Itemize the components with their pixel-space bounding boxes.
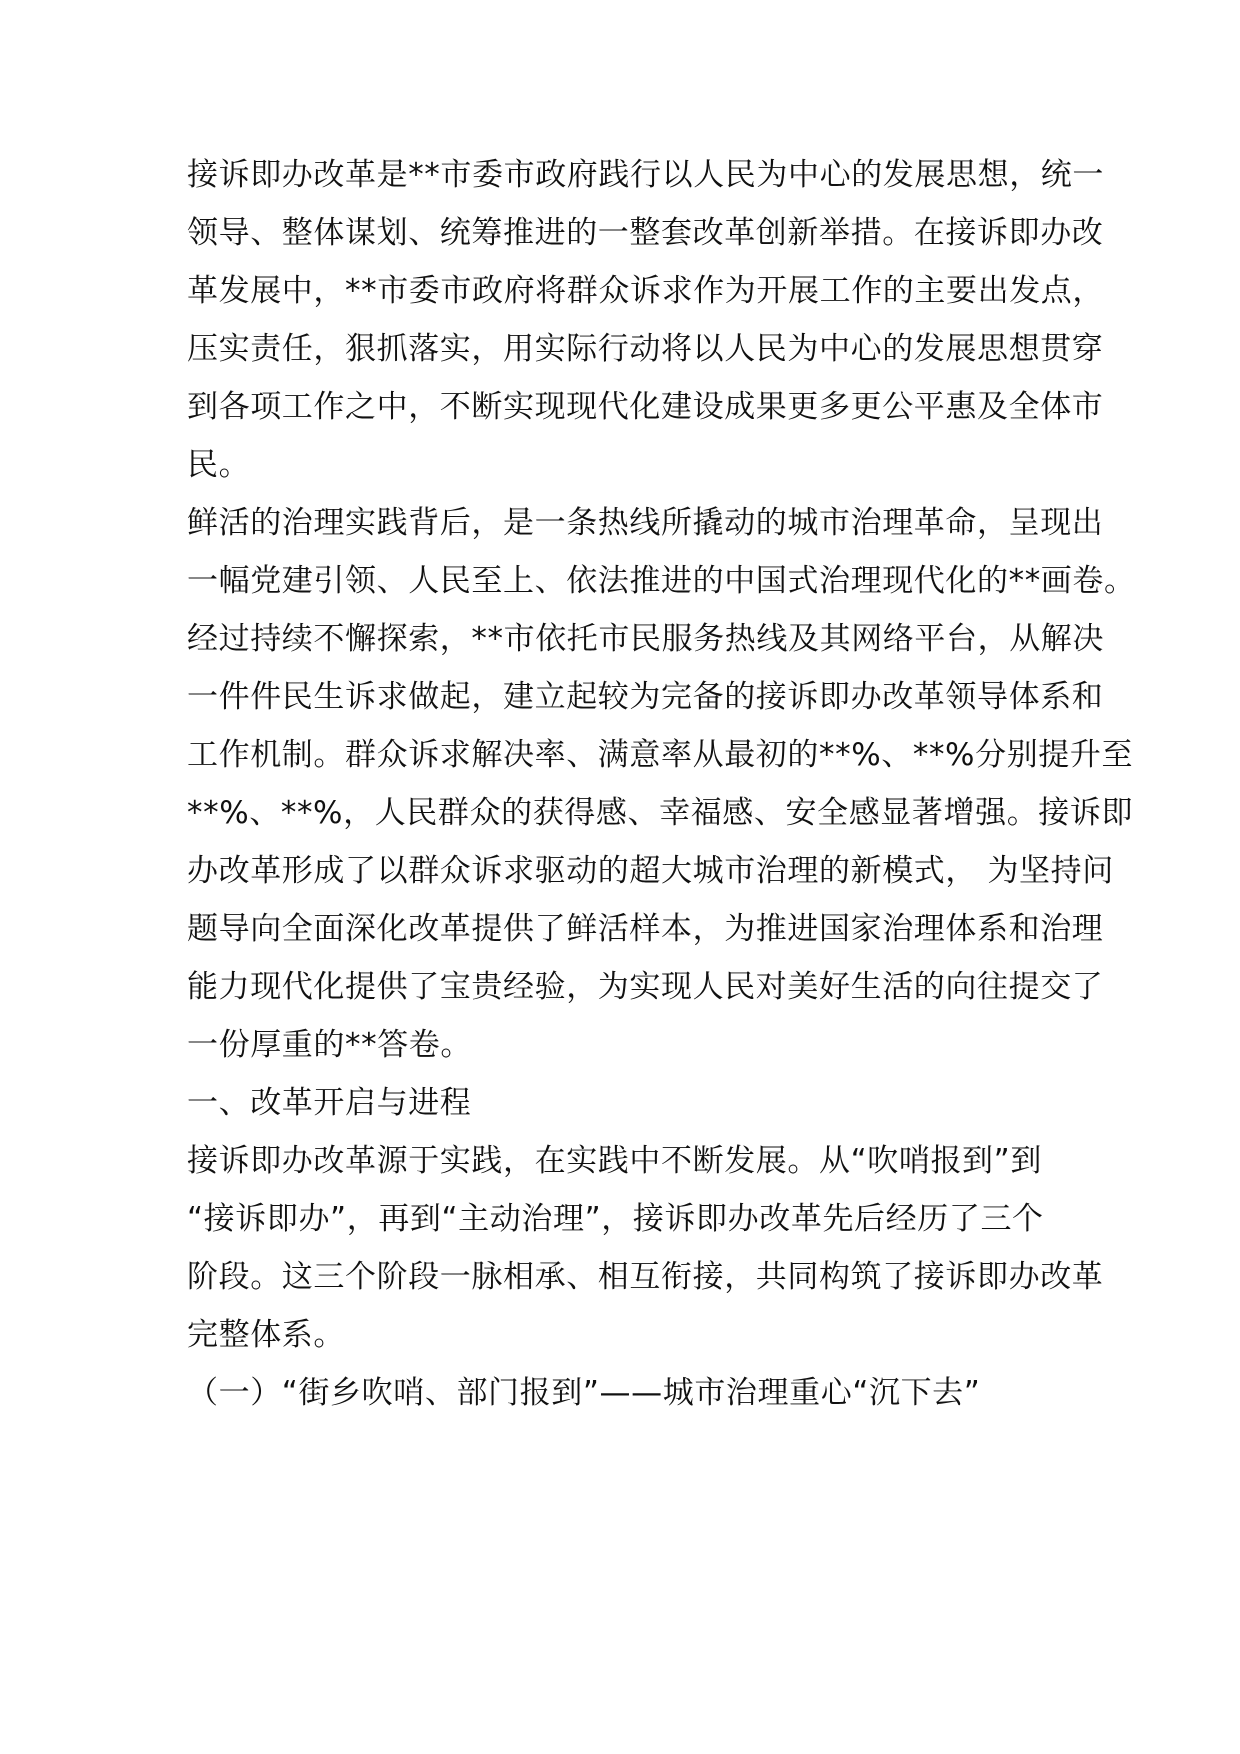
paragraph-1-line: 领导、整体谋划、统筹推进的一整套改革创新举措。在接诉即办改	[187, 215, 1104, 251]
paragraph-3-line: 阶段。这三个阶段一脉相承、相互衔接，共同构筑了接诉即办改革	[187, 1259, 1104, 1295]
paragraph-2-line: 一份厚重的**答卷。	[187, 1027, 472, 1063]
paragraph-3-line: “接诉即办”，再到“主动治理”，接诉即办改革先后经历了三个	[187, 1201, 1044, 1237]
paragraph-2-line: 题导向全面深化改革提供了鲜活样本，为推进国家治理体系和治理	[187, 911, 1104, 947]
paragraph-2-line: 工作机制。群众诉求解决率、满意率从最初的**%、**%分别提升至	[187, 737, 1134, 773]
paragraph-2-line: **%、**%，人民群众的获得感、幸福感、安全感显著增强。接诉即	[187, 795, 1134, 831]
paragraph-2-line: 鲜活的治理实践背后，是一条热线所撬动的城市治理革命，呈现出	[187, 505, 1104, 541]
section-heading: 一、改革开启与进程	[187, 1085, 472, 1121]
paragraph-3-line: 完整体系。	[187, 1317, 345, 1353]
paragraph-2-line: 能力现代化提供了宝贵经验，为实现人民对美好生活的向往提交了	[187, 969, 1104, 1005]
paragraph-1-line: 到各项工作之中，不断实现现代化建设成果更多更公平惠及全体市	[187, 389, 1104, 425]
subsection-heading: （一）“街乡吹哨、部门报到”——城市治理重心“沉下去”	[187, 1375, 981, 1411]
paragraph-2-line: 一幅党建引领、人民至上、依法推进的中国式治理现代化的**画卷。	[187, 563, 1136, 599]
paragraph-2-line: 一件件民生诉求做起，建立起较为完备的接诉即办改革领导体系和	[187, 679, 1104, 715]
paragraph-1-line: 接诉即办改革是**市委市政府践行以人民为中心的发展思想，统一	[187, 157, 1104, 193]
paragraph-3-line: 接诉即办改革源于实践，在实践中不断发展。从“吹哨报到”到	[187, 1143, 1042, 1179]
paragraph-1-line: 革发展中，**市委市政府将群众诉求作为开展工作的主要出发点，	[187, 273, 1104, 309]
paragraph-2-line: 经过持续不懈探索，**市依托市民服务热线及其网络平台，从解决	[187, 621, 1104, 657]
paragraph-1-line: 民。	[187, 447, 251, 483]
paragraph-1-line: 压实责任，狠抓落实，用实际行动将以人民为中心的发展思想贯穿	[187, 331, 1104, 367]
paragraph-2-line: 办改革形成了以群众诉求驱动的超大城市治理的新模式， 为坚持问	[187, 853, 1114, 889]
